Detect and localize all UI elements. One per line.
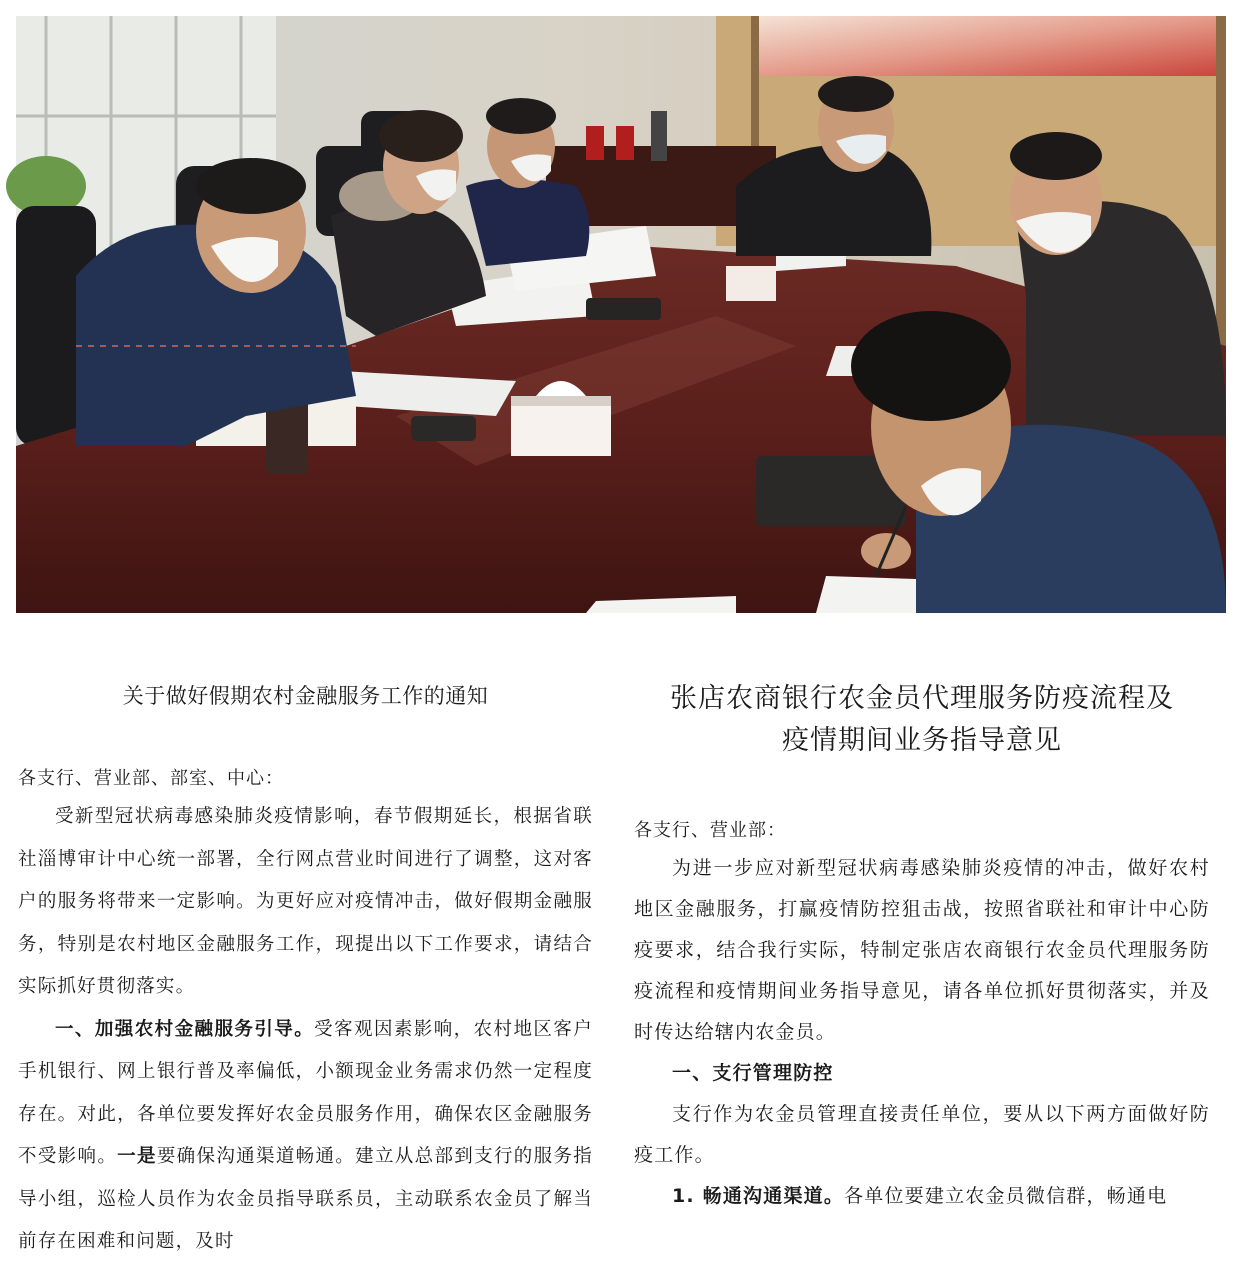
notice-section-text: 受客观因素影响，农村地区客户手机银行、网上银行普及率偏低，小额现金业务需求仍然一定程度存在。对此，各单位要发挥好农金员服务作用，确保农区金融服务不受影响。 — [18, 1018, 593, 1167]
notice-section-heading: 一、加强农村金融服务引导。 — [55, 1018, 315, 1040]
notice-sub-heading: 一是 — [117, 1146, 157, 1167]
meeting-photo-illustration — [16, 16, 1226, 613]
guidance-item-heading: 1. 畅通沟通渠道。 — [672, 1185, 845, 1207]
guidance-item-text: 各单位要建立农金员微信群，畅通电 — [844, 1185, 1168, 1207]
guidance-title — [634, 678, 1210, 762]
notice-document — [18, 662, 593, 1252]
guidance-body — [634, 848, 1210, 1217]
guidance-paragraph-1: 为进一步应对新型冠状病毒感染肺炎疫情的冲击，做好农村地区金融服务，打赢疫情防控狙击战，按照省联社和审计中心防疫要求，结合我行实际，特制定张店农商银行农金员代理服务防疫流程和疫情期间业务指导意见，请各单位抓好贯彻落实，并及时传达给辖内农金员。 — [634, 857, 1210, 1043]
guidance-title-line-2: 疫情期间业务指导意见 — [782, 725, 1062, 756]
guidance-document — [634, 662, 1210, 1227]
notice-title: 关于做好假期农村金融服务工作的通知 — [122, 684, 489, 708]
guidance-salutation: 各支行、营业部： — [634, 820, 786, 841]
guidance-paragraph-3 — [634, 1176, 1210, 1217]
notice-salutation: 各支行、营业部、部室、中心： — [18, 768, 284, 789]
guidance-section-heading: 一、支行管理防控 — [672, 1062, 834, 1084]
meeting-photo — [16, 16, 1226, 613]
notice-body — [18, 796, 593, 1264]
guidance-paragraph-2: 支行作为农金员管理直接责任单位，要从以下两方面做好防疫工作。 — [634, 1103, 1210, 1166]
guidance-title-line-1: 张店农商银行农金员代理服务防疫流程及 — [670, 683, 1174, 714]
notice-paragraph-2 — [18, 1009, 593, 1264]
notice-sub-text: 要确保沟通渠道畅通。建立从总部到支行的服务指导小组，巡检人员作为农金员指导联系员，主动联系农金员了解当前存在困难和问题，及时 — [18, 1146, 593, 1252]
notice-paragraph-1: 受新型冠状病毒感染肺炎疫情影响，春节假期延长，根据省联社淄博审计中心统一部署，全行网点营业时间进行了调整，这对客户的服务将带来一定影响。为更好应对疫情冲击，做好假期金融服务，特别是农村地区金融服务工作，现提出以下工作要求，请结合实际抓好贯彻落实。 — [18, 806, 593, 997]
